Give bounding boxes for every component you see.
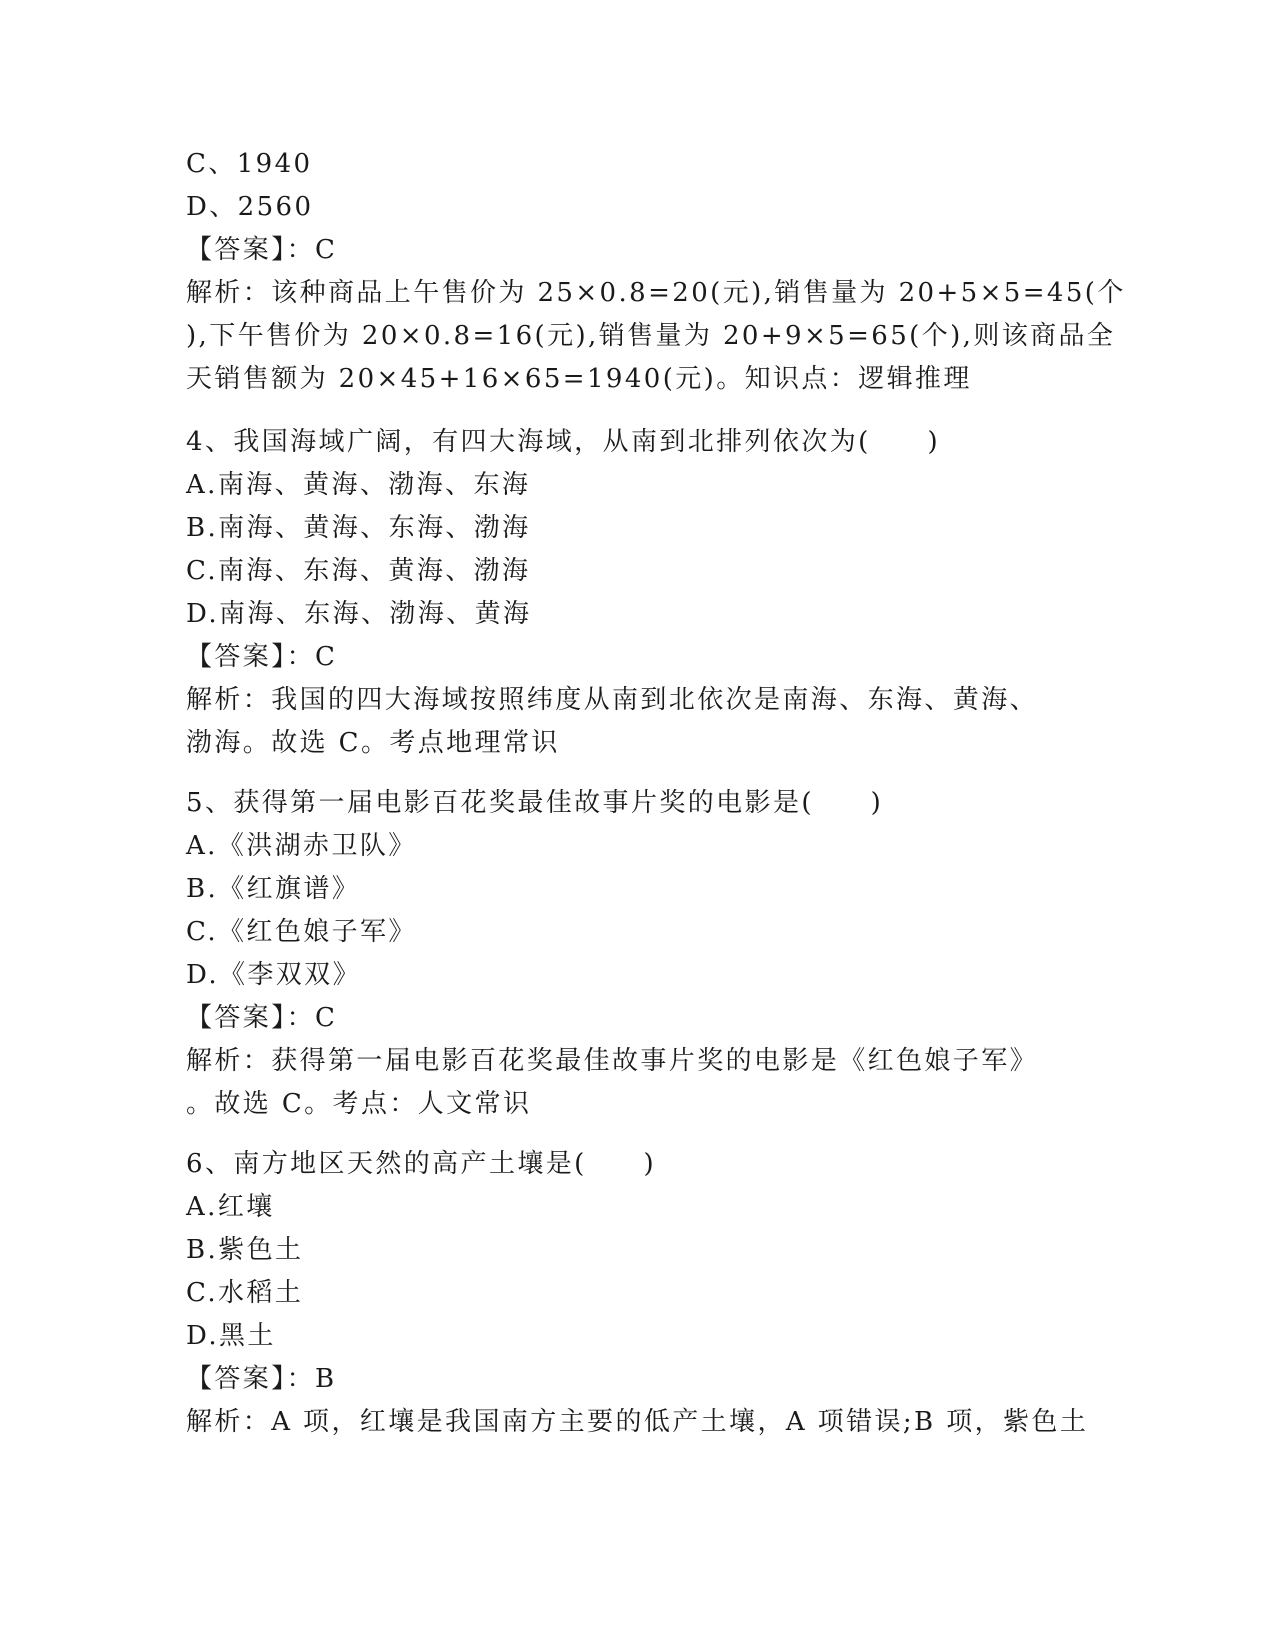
option-d: D.南海、东海、渤海、黄海: [186, 599, 532, 629]
analysis-line-2: 。故选 C。考点：人文常识: [186, 1089, 532, 1119]
analysis-line-1: 解析：该种商品上午售价为 25×0.8=20(元),销售量为 20+5×5=45(个: [186, 278, 1126, 308]
option-c: C、1940: [186, 149, 313, 179]
option-b: B.紫色土: [186, 1235, 304, 1265]
question-text: 5、获得第一届电影百花奖最佳故事片奖的电影是( ): [186, 788, 884, 818]
analysis-line-3: 天销售额为 20×45+16×65=1940(元)。知识点：逻辑推理: [186, 364, 972, 394]
analysis-line-1: 解析：A 项，红壤是我国南方主要的低产土壤，A 项错误;B 项，紫色土: [186, 1407, 1089, 1437]
answer-line: 【答案】：C: [186, 1003, 338, 1033]
answer-line: 【答案】：B: [186, 1364, 337, 1394]
analysis-line-1: 解析：获得第一届电影百花奖最佳故事片奖的电影是《红色娘子军》: [186, 1046, 1039, 1076]
option-a: A.《洪湖赤卫队》: [186, 831, 417, 861]
question-4: [186, 421, 1086, 765]
analysis-line-2: 渤海。故选 C。考点地理常识: [186, 728, 560, 758]
analysis-line-2: ),下午售价为 20×0.8=16(元),销售量为 20+9×5=65(个),则该商品全: [186, 321, 1116, 351]
option-c: C.《红色娘子军》: [186, 917, 417, 947]
option-a: A.红壤: [186, 1192, 275, 1222]
question-text: 6、南方地区天然的高产土壤是( ): [186, 1149, 657, 1179]
question-3-tail: [186, 143, 1126, 401]
analysis-line-1: 解析：我国的四大海域按照纬度从南到北依次是南海、东海、黄海、: [186, 685, 1039, 715]
option-c: C.水稻土: [186, 1278, 304, 1308]
question-6: [186, 1143, 1089, 1444]
option-b: B.《红旗谱》: [186, 874, 361, 904]
answer-line: 【答案】：C: [186, 235, 338, 265]
question-5: [186, 782, 1086, 1126]
option-b: B.南海、黄海、东海、渤海: [186, 513, 531, 543]
page-content: [186, 143, 1126, 1444]
question-text: 4、我国海域广阔，有四大海域，从南到北排列依次为( ): [186, 427, 941, 457]
option-d: D、2560: [186, 192, 314, 222]
option-c: C.南海、东海、黄海、渤海: [186, 556, 531, 586]
option-d: D.《李双双》: [186, 960, 361, 990]
option-a: A.南海、黄海、渤海、东海: [186, 470, 531, 500]
option-d: D.黑土: [186, 1321, 276, 1351]
answer-line: 【答案】：C: [186, 642, 338, 672]
